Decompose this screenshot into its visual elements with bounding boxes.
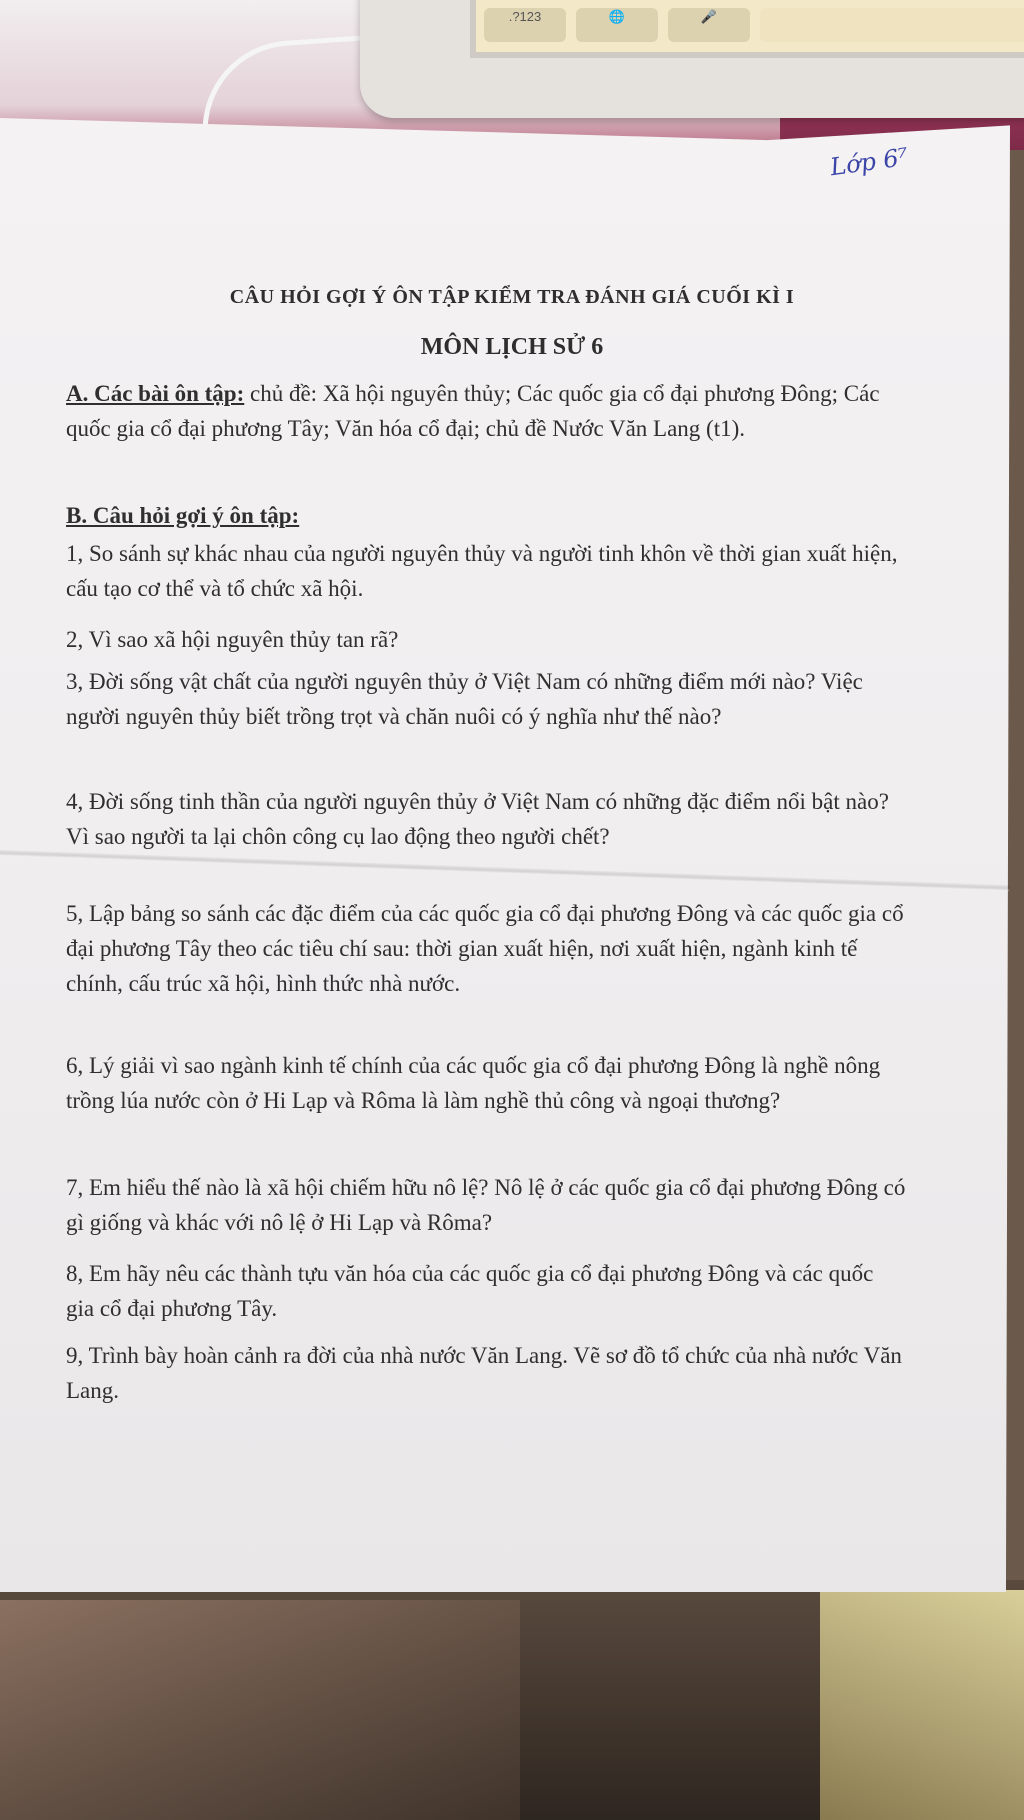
question-3: 3, Đời sống vật chất của người nguyên thủy ở Việt Nam có những điểm mới nào? Việc người nguyên thủy biết trồng trọt và chăn nuôi có ý nghĩa như thế nào? — [66, 669, 863, 729]
question-7: 7, Em hiểu thế nào là xã hội chiếm hữu nô lệ? Nô lệ ở các quốc gia cổ đại phương Đông có gì giống và khác với nô lệ ở Hi Lạp và Rôma? — [66, 1175, 906, 1235]
section-b — [66, 498, 906, 533]
microphone-icon: 🎤 — [668, 8, 750, 42]
question-8: 8, Em hãy nêu các thành tựu văn hóa của các quốc gia cổ đại phương Đông và các quốc gia cổ đại phương Tây. — [66, 1261, 874, 1321]
handwritten-note: Lớp 6⁷ — [828, 142, 910, 182]
section-a-text: chủ đề: Xã hội nguyên thủy; Các quốc gia cổ đại phương Đông; Các quốc gia cổ đại phương Tây; Văn hóa cổ đại; chủ đề Nước Văn Lang (t1). — [66, 381, 880, 441]
section-b-heading: B. Câu hỏi gợi ý ôn tập: — [66, 503, 300, 528]
question-2: 2, Vì sao xã hội nguyên thủy tan rã? — [66, 627, 399, 652]
question-6: 6, Lý giải vì sao ngành kinh tế chính của các quốc gia cổ đại phương Đông là nghề nông trồng lúa nước còn ở Hi Lạp và Rôma là làm nghề thủ công và ngoại thương? — [66, 1053, 881, 1113]
section-a — [66, 376, 906, 446]
keyboard-key-numbers: .?123 — [484, 8, 566, 42]
question-1: 1, So sánh sự khác nhau của người nguyên thủy và người tinh khôn về thời gian xuất hiện, cấu tạo cơ thể và tổ chức xã hội. — [66, 541, 898, 601]
question-5: 5, Lập bảng so sánh các đặc điểm của các quốc gia cổ đại phương Đông và các quốc gia cổ đại phương Tây theo các tiêu chí sau: thời gian xuất hiện, nơi xuất hiện, ngành kinh tế chính, cấu trúc xã hội, hình thức nhà nước. — [66, 901, 904, 996]
question-4: 4, Đời sống tinh thần của người nguyên thủy ở Việt Nam có những đặc điểm nổi bật nào? Vì sao người ta lại chôn công cụ lao động theo người chết? — [66, 789, 889, 849]
globe-icon: 🌐 — [576, 8, 658, 42]
question-9: 9, Trình bày hoàn cảnh ra đời của nhà nước Văn Lang. Vẽ sơ đồ tổ chức của nhà nước Văn Lang. — [66, 1343, 902, 1403]
section-a-heading: A. Các bài ôn tập: — [66, 381, 245, 406]
document-subject: MÔN LỊCH SỬ 6 — [420, 334, 604, 360]
document-title: CÂU HỎI GỢI Ý ÔN TẬP KIỂM TRA ĐÁNH GIÁ CUỐI KÌ I — [229, 286, 795, 308]
